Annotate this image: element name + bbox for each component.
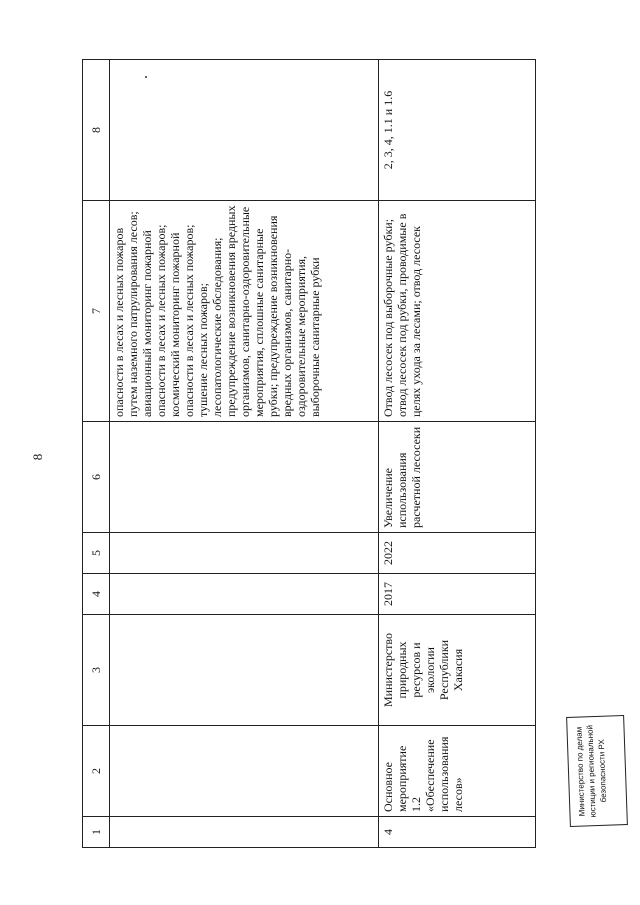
table-header-row	[83, 60, 110, 848]
main-activities: Отвод лесосек под выборочные рубки; отвод лесосек под рубки, проводимые в целях ухода за лесами; отвод лесосек	[379, 201, 536, 422]
responsible-executor: Министерство природных ресурсов и экологии Республики Хакасия	[379, 615, 536, 726]
page-number: 8	[30, 453, 45, 461]
stamp-line-1: Министерство по делам	[574, 726, 587, 817]
header-col-4: 4	[83, 574, 110, 615]
header-col-3: 3	[83, 615, 110, 726]
start-year: 2017	[379, 574, 536, 615]
program-measures-table-wrapper	[82, 68, 530, 848]
cont-col-3	[110, 615, 379, 726]
header-col-2: 2	[83, 726, 110, 817]
table-row-continuation	[110, 60, 379, 848]
cont-col-8	[110, 60, 379, 201]
measure-name: Основное мероприятие 1.2 «Обеспечение использования лесов»	[379, 726, 536, 817]
cont-col-7-activities: опасности в лесах и лесных пожаров путем наземного патрулирования лесов; авиационный мониторинг пожарной опасности в лесах и лесных пожаров; космический мониторинг пожарной опасности в лесах и лесных пожаров; тушение лесных пожаров; лесопатологические обследования; предупреждение возникновения вредных организмов, санитарно-оздоровительные мероприятия, сплошные санитарные рубки; предупреждение возникновения вредных организмов, санитарно-оздоровительные мероприятия, выборочные санитарные рубки	[110, 201, 379, 422]
header-col-8: 8	[83, 60, 110, 201]
stamp-text	[567, 716, 627, 826]
row-number: 4	[379, 817, 536, 848]
expected-result: Увеличение использования расчетной лесосеки	[379, 422, 536, 533]
cont-col-5	[110, 533, 379, 574]
related-indicators: 2, 3, 4, 1.1 и 1.6	[379, 60, 536, 201]
stamp-line-2: юстиции и региональной	[585, 724, 598, 818]
program-measures-table	[82, 59, 536, 848]
header-col-6: 6	[83, 422, 110, 533]
cont-col-1	[110, 817, 379, 848]
header-col-1: 1	[83, 817, 110, 848]
cont-col-6	[110, 422, 379, 533]
table-row-measure-1-2	[379, 60, 536, 848]
cont-col-2	[110, 726, 379, 817]
official-stamp	[566, 715, 628, 827]
stamp-line-3: безопасности РХ	[596, 739, 609, 803]
header-col-5: 5	[83, 533, 110, 574]
cont-col-4	[110, 574, 379, 615]
end-year: 2022	[379, 533, 536, 574]
header-col-7: 7	[83, 201, 110, 422]
